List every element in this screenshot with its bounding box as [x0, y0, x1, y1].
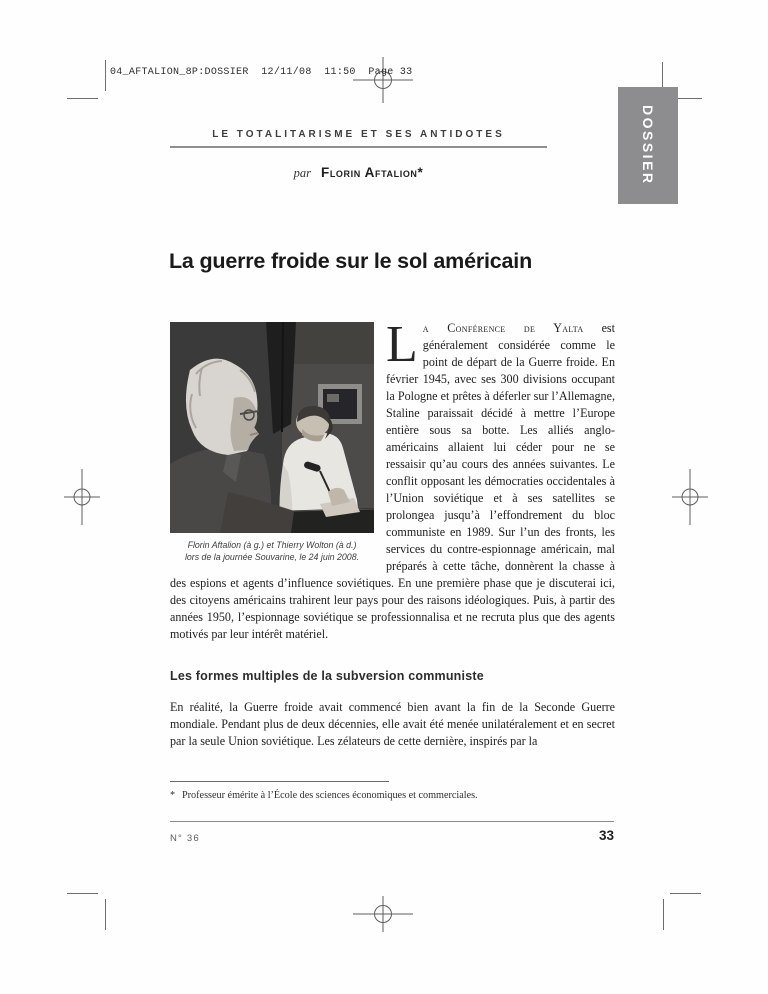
paragraph-2: En réalité, la Guerre froide avait commencé bien avant la fin de la Seconde Guerre mondiale. Pendant plus de deux décennies, elle avait été menée unilatéralement et en secret par la seule Union soviétique. Les zélateurs de cette dernière, inspirés par la	[170, 700, 615, 748]
registration-mark-bottom	[353, 896, 413, 932]
crop-mark-bottom-right-v	[663, 899, 664, 930]
crop-mark-bottom-left-v	[105, 899, 106, 930]
crop-mark-top-left-h	[67, 98, 98, 99]
print-job-line: 04_AFTALION_8P:DOSSIER 12/11/08 11:50 Page 33	[110, 67, 413, 78]
crop-mark-top-left-v	[105, 60, 106, 91]
dossier-tab	[618, 87, 678, 204]
footer-issue-number: N° 36	[170, 833, 200, 844]
article-photo	[170, 322, 374, 533]
photo-caption	[170, 540, 374, 563]
footnote-marker: *	[170, 790, 176, 801]
registration-mark-left	[64, 469, 100, 525]
registration-mark-top	[353, 57, 413, 103]
paragraph-1-lead: a Conférence de Yalta	[422, 321, 584, 335]
byline-prefix: par	[293, 166, 311, 180]
registration-mark-right	[672, 469, 708, 525]
byline	[170, 164, 547, 182]
footnote-rule	[170, 781, 389, 782]
section-subheading: Les formes multiples de la subversion communiste	[170, 669, 484, 683]
footer-rule	[170, 821, 614, 822]
footnote	[170, 789, 615, 802]
paragraph-1-text: est généralement considérée comme le point de départ de la Guerre froide. En février 1945, avec ses 300 divisions occupant la Pologne et prêtes à déferler sur l’Allemagne, Staline paraissait décidé à mettre l’Europe entière sous sa botte. Les alliés anglo-américains allaient lui céder pour ne se ressaisir qu’au cours des années suivantes. Le conflit opposant les démocraties occidentales à l’Union soviétique et à ses satellites se prolongea jusqu’à l’effondrement du bloc communiste en 1989. Sur l’un des fronts, les services du contre-espionnage américain, mal préparés à cette tâche, donnèrent la chasse à des espions et agents d’influence soviétiques. En une première phase que je discuterai ici, des citoyens américains trahirent leur pays pour des raisons idéologiques. Puis, à partir des années 1950, l’espionnage soviétique se professionnalisa et ne recruta plus que des agents motivés par leur intérêt matériel.	[170, 321, 615, 641]
article-title: La guerre froide sur le sol américain	[169, 249, 533, 273]
photo-caption-line1: Florin Aftalion (à g.) et Thierry Wolton (à d.)	[187, 540, 357, 550]
photo-caption-line2: lors de la journée Souvarine, le 24 juin 2008.	[184, 551, 360, 562]
footnote-text: Professeur émérite à l’École des sciences économiques et commerciales.	[182, 790, 478, 801]
footer-page-number: 33	[598, 828, 614, 843]
series-title: LE TOTALITARISME ET SES ANTIDOTES	[212, 129, 505, 140]
dropcap: L	[386, 316, 418, 373]
crop-mark-bottom-right-h	[670, 893, 701, 894]
series-rule	[170, 146, 547, 148]
byline-author: Florin Aftalion*	[320, 165, 424, 180]
photo-block	[170, 322, 374, 563]
dossier-tab-label: DOSSIER	[640, 105, 656, 186]
crop-mark-bottom-left-h	[67, 893, 98, 894]
article-body	[170, 316, 615, 750]
